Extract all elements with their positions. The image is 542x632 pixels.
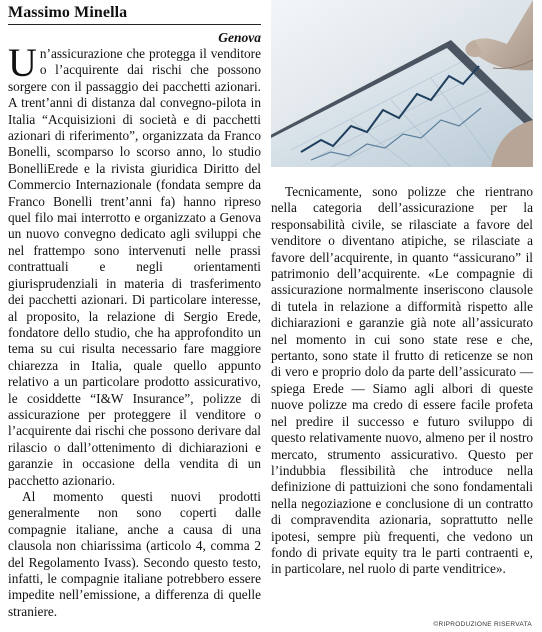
copyright-notice: ©RIPRODUZIONE RISERVATA xyxy=(433,621,532,628)
stock-chart-tablet-photo-icon xyxy=(271,0,533,167)
article-photo xyxy=(271,0,533,167)
right-column xyxy=(271,184,533,578)
byline: Massimo Minella xyxy=(8,4,128,21)
paragraph-1 xyxy=(8,40,261,489)
paragraph-1-text: n’assicurazione che protegga il venditore o l’acquirente dai rischi che possono sorgere con il passaggio dei pacchetti azionari. A trent’anni di distanza dal convegno-pilota in Italia “Acquisizioni di società e di pacchetti azionari di riferimento”, organizzata da Franco Bonelli, scomparso lo scorso anno, lo studio BonelliErede e la rivista giuridica Diritto del Commercio Internazionale (fondata sempre da Franco Bonelli trent’anni fa) hanno ripreso quel filo mai interrotto e organizzato a Genova un nuovo convegno dedicato agli sviluppi che nel frattempo sono intervenuti nelle prassi contrattuali e negli orientamenti giurisprudenziali in materia di trasferimento dei pacchetti azionari. Di particolare interesse, al proposito, la relazione di Sergio Erede, fondatore dello studio, che ha approfondito un tema su cui risulta necessario fare maggiore chiarezza in Italia, quale quello appunto relativo a un particolare prodotto assicurativo, le cosiddette “I&W Insurance”, polizze di assicurazione per proteggere il venditore o l’acquirente dai rischi che possono derivare dal rilascio o dall’ottenimento di dichiarazioni e garanzie in occasione della vendita di un pacchetto azionario. xyxy=(8,46,261,488)
dropcap: U xyxy=(8,40,37,85)
paragraph-3: Tecnicamente, sono polizze che rientrano nella categoria dell’assicurazione per la responsabilità civile, se rilasciate a favore del venditore o diventano atipiche, se rilasciate a favore dell’acquirente, in quanto “assicurano” il patrimonio dell’acquirente. «Le compagnie di assicurazione normalmente inseriscono clausole di tutela in relazione a difformità rispetto alle dichiarazioni e garanzie già note all’assicurato nel momento in cui sono state rese e che, pertanto, sono state il frutto di reticenze se non di vero e proprio dolo da parte dell’assicurato — spiega Erede — Siamo agli albori di queste nuove polizze ma credo di essere facile profeta nel predire il successo e futuro sviluppo di questo relativamente nuovo, almeno per il nostro mercato, strumento assicurativo. Questo per l’indubbia flessibilità che introduce nella definizione di pattuizioni che sono fondamentali nella negoziazione e conclusione di un contratto di compravendita azionaria, soprattutto nelle ipotesi, sempre più frequenti, che vedono un fondo di private equity tra le parti contraenti e, in particolare, nel ruolo di parte venditrice». xyxy=(271,184,533,577)
byline-divider xyxy=(8,24,261,25)
left-column xyxy=(8,40,261,620)
paragraph-2: Al momento questi nuovi prodotti generalmente non sono coperti dalle compagnie italiane, anche a causa di una clausola non chiarissima (articolo 4, comma 2 del Regolamento Ivass). Secondo questo testo, infatti, le compagnie italiane potrebbero essere impedite nell’emissione, a differenza di quelle straniere. xyxy=(8,488,261,619)
dateline: Genova xyxy=(218,30,261,45)
